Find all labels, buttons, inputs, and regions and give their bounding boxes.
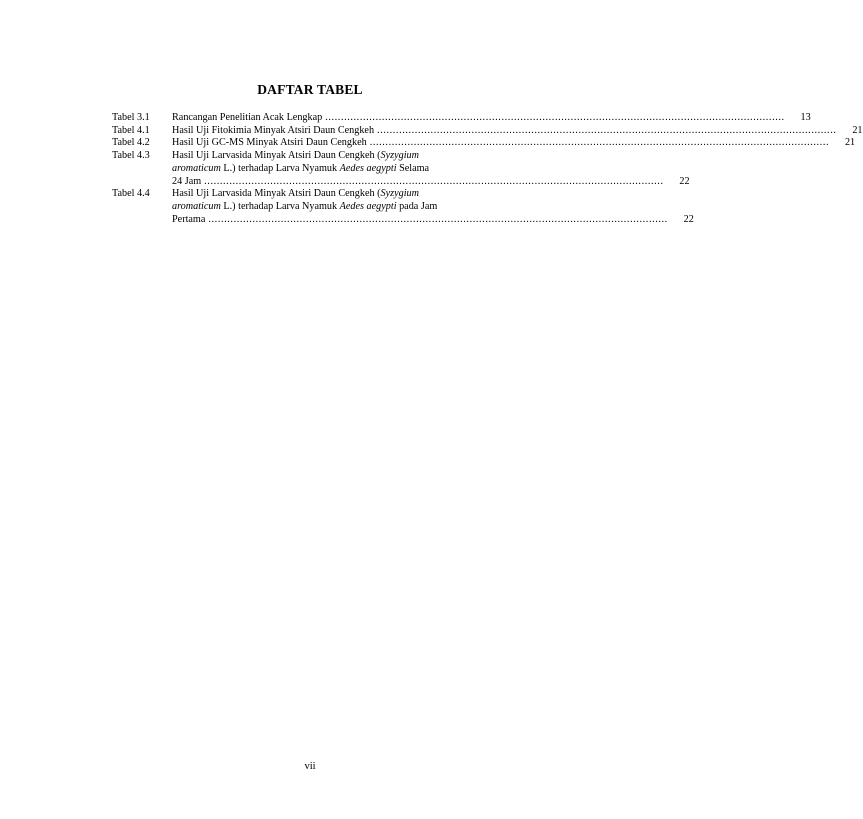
dot-leader: .................................................................................................................................................. — [325, 112, 785, 123]
table-entry-4-4[interactable] — [112, 188, 694, 226]
dot-leader: .................................................................................................................................................. — [208, 213, 668, 225]
table-list — [112, 112, 863, 226]
entry-label: Tabel 3.1 — [112, 112, 150, 123]
entry-title-text: Hasil Uji GC-MS Minyak Atsiri Daun Cengkeh — [172, 137, 367, 149]
dot-leader: .................................................................................................................................................. — [369, 137, 830, 149]
entry-title-text: Hasil Uji Larvasida Minyak Atsiri Daun Cengkeh (Syzygium — [172, 150, 420, 162]
entry-title — [172, 137, 856, 150]
entry-title — [172, 112, 811, 125]
entry-line — [172, 112, 811, 125]
entry-line — [172, 124, 863, 138]
table-entry-4-2[interactable] — [112, 137, 856, 150]
entry-line — [172, 188, 512, 201]
table-entry-3-1[interactable] — [112, 112, 811, 125]
entry-label: Tabel 4.2 — [112, 137, 150, 149]
entry-title-text: aromaticum L.) terhadap Larva Nyamuk Aedes aegypti pada Jam — [172, 200, 438, 212]
entry-title-text: Pertama — [172, 213, 206, 225]
dot-leader: .................................................................................................................................................. — [377, 124, 837, 136]
entry-page-number: 21 — [852, 124, 863, 136]
entry-label: Tabel 4.1 — [112, 124, 150, 136]
page-number-footer: vii — [304, 761, 316, 772]
entry-title — [172, 124, 863, 138]
entry-title-text: aromaticum L.) terhadap Larva Nyamuk Aedes aegypti Selama — [172, 162, 430, 174]
entry-page-number: 22 — [679, 175, 690, 187]
entry-title-text: Hasil Uji Larvasida Minyak Atsiri Daun Cengkeh (Syzygium — [172, 188, 420, 200]
entry-title-text: Rancangan Penelitian Acak Lengkap — [172, 112, 323, 123]
entry-label: Tabel 4.3 — [112, 150, 150, 162]
entry-line — [172, 201, 512, 214]
entry-line — [172, 150, 512, 163]
entry-line — [172, 175, 690, 189]
table-entry-4-1[interactable] — [112, 124, 863, 138]
entry-line — [172, 213, 694, 227]
entry-page-number: 13 — [800, 112, 811, 123]
dot-leader: .................................................................................................................................................. — [204, 175, 664, 187]
entry-title — [172, 150, 690, 188]
table-entry-4-3[interactable] — [112, 150, 690, 188]
entry-title-text: Hasil Uji Fitokimia Minyak Atsiri Daun Cengkeh — [172, 124, 375, 136]
page-title: DAFTAR TABEL — [257, 82, 363, 97]
entry-label: Tabel 4.4 — [112, 188, 150, 200]
entry-title-text: 24 Jam — [172, 175, 202, 187]
entry-line — [172, 137, 856, 150]
entry-line — [172, 163, 512, 176]
entry-page-number: 22 — [683, 213, 694, 225]
entry-page-number: 21 — [844, 137, 856, 149]
entry-title — [172, 188, 694, 226]
